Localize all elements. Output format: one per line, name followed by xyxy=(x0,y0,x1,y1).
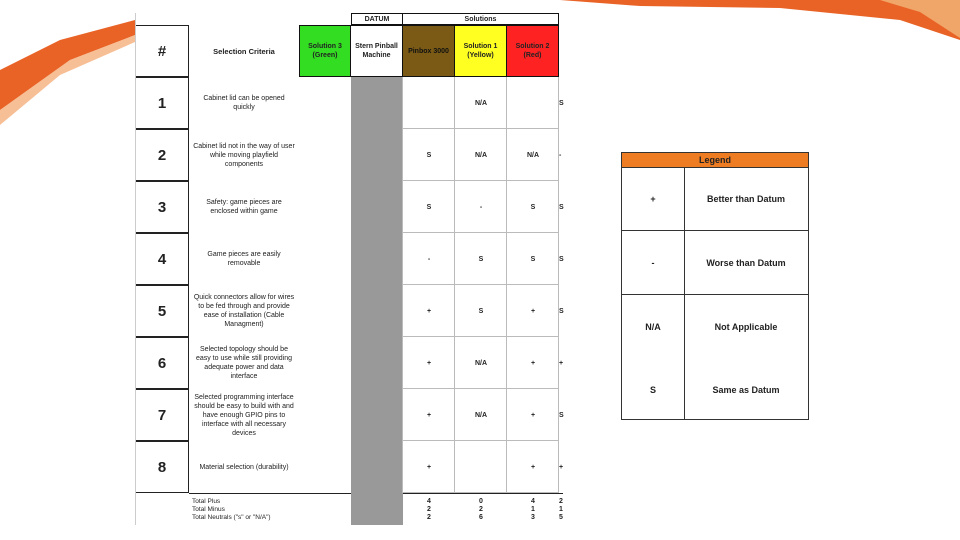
cell-value: S xyxy=(530,255,536,263)
cell-value: + xyxy=(426,411,432,419)
criterion-text: Cabinet lid not in the way of user while moving playfield components xyxy=(193,142,295,168)
legend-table xyxy=(621,152,809,420)
criterion-text: Selected topology should be easy to use while still providing adequate power and data interface xyxy=(195,346,293,380)
criteria-header: Selection Criteria xyxy=(213,46,275,56)
total-label: Total Neutrals ("s" or "N/A") xyxy=(192,513,271,521)
datum-header: DATUM xyxy=(351,13,403,25)
total-value: 6 xyxy=(479,513,483,521)
legend-symbol: - xyxy=(651,258,655,268)
totals-column xyxy=(507,493,559,525)
total-value: 2 xyxy=(559,497,563,505)
row-number: 3 xyxy=(136,181,189,233)
row-number: 7 xyxy=(136,389,189,441)
cell-value: S xyxy=(559,203,564,211)
column-header-1: Solution 3 (Green) xyxy=(299,25,351,77)
cell-value: + xyxy=(426,307,432,315)
cell-value: + xyxy=(426,463,432,471)
total-value: 4 xyxy=(427,497,431,505)
cell-value: + xyxy=(530,307,536,315)
cell-value: S xyxy=(559,255,564,263)
cell-value: S xyxy=(559,307,564,315)
total-value: 2 xyxy=(427,505,431,513)
column-header-2: Stern Pinball Machine xyxy=(351,25,403,77)
cell-value: N/A xyxy=(474,99,488,107)
total-value: 0 xyxy=(479,497,483,505)
row-number: 8 xyxy=(136,441,189,493)
cell-value: S xyxy=(559,99,564,107)
total-label: Total Minus xyxy=(192,505,225,513)
cell-value: S xyxy=(478,307,484,315)
legend-symbol: S xyxy=(649,384,656,395)
cell-value: S xyxy=(478,255,484,263)
column-header-4: Solution 1 (Yellow) xyxy=(455,25,507,77)
total-value: 2 xyxy=(479,505,483,513)
cell-value xyxy=(507,77,559,129)
cell-value: N/A xyxy=(474,359,488,367)
cell-value: N/A xyxy=(526,151,540,159)
cell-value xyxy=(455,441,507,493)
total-value: 5 xyxy=(559,513,563,521)
cell-value xyxy=(403,77,455,129)
criterion-text: Material selection (durability) xyxy=(199,463,289,471)
cell-value: S xyxy=(426,203,432,211)
hash-label: # xyxy=(136,25,189,77)
column-header-3: Pinbox 3000 xyxy=(403,25,455,77)
cell-value: S xyxy=(559,411,564,419)
cell-value: - xyxy=(427,255,431,263)
row-number: 2 xyxy=(136,129,189,181)
cell-value: S xyxy=(426,151,432,159)
cell-value: - xyxy=(559,151,562,159)
criterion-text: Safety: game pieces are enclosed within game xyxy=(206,199,282,215)
totals-column xyxy=(559,493,563,525)
solutions-header: Solutions xyxy=(403,13,559,25)
column-header-5: Solution 2 (Red) xyxy=(507,25,559,77)
legend-meaning: Better than Datum xyxy=(706,194,785,204)
criterion-text: Game pieces are easily removable xyxy=(207,251,281,267)
total-value: 1 xyxy=(559,505,563,513)
cell-value: + xyxy=(530,359,536,367)
datum-column xyxy=(351,77,403,525)
cell-value: + xyxy=(530,463,536,471)
total-value: 3 xyxy=(531,513,535,521)
criterion-text: Quick connectors allow for wires to be fed through and provide ease of installation (Cable Managment) xyxy=(193,294,295,328)
legend-symbol: N/A xyxy=(645,322,661,332)
legend-meaning: Worse than Datum xyxy=(706,258,786,268)
cell-value: + xyxy=(559,359,564,367)
cell-value: N/A xyxy=(474,411,488,419)
cell-value: + xyxy=(426,359,432,367)
total-value: 1 xyxy=(531,505,535,513)
legend-symbol: + xyxy=(650,194,656,204)
legend-title: Legend xyxy=(622,153,808,168)
total-value: 4 xyxy=(531,497,535,505)
totals-labels xyxy=(189,493,351,525)
cell-value: S xyxy=(530,203,536,211)
pugh-matrix xyxy=(135,13,564,525)
total-value: 2 xyxy=(427,513,431,521)
cell-value: + xyxy=(559,463,564,471)
totals-column xyxy=(403,493,455,525)
totals-column xyxy=(455,493,507,525)
cell-value: N/A xyxy=(474,151,488,159)
row-number: 4 xyxy=(136,233,189,285)
row-number: 6 xyxy=(136,337,189,389)
criterion-text: Cabinet lid can be opened quickly xyxy=(203,95,285,111)
legend-meaning: Same as Datum xyxy=(712,384,780,395)
cell-value: - xyxy=(479,203,483,211)
legend-meaning: Not Applicable xyxy=(714,322,778,332)
legend-column-divider xyxy=(684,167,685,419)
row-number: 1 xyxy=(136,77,189,129)
cell-value: + xyxy=(530,411,536,419)
criterion-text: Selected programming interface should be easy to build with and have enough GPIO pins to interface with all necessary devices xyxy=(194,393,294,437)
row-number: 5 xyxy=(136,285,189,337)
total-label: Total Plus xyxy=(192,497,221,505)
